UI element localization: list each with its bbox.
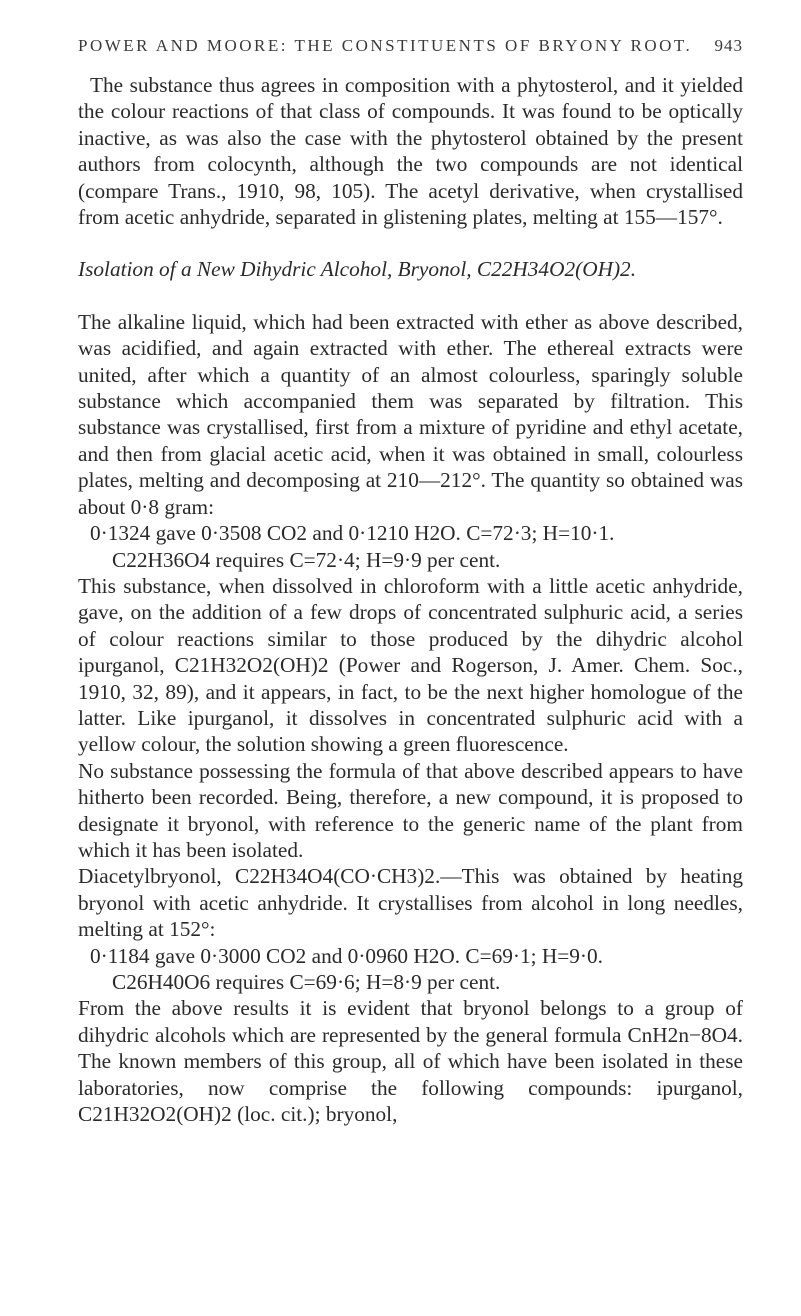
- analysis-1-line-2: C22H36O4 requires C=72·4; H=9·9 per cent.: [112, 547, 501, 572]
- analysis-1-line-1: 0·1324 gave 0·3508 CO2 and 0·1210 H2O. C=72·3; H=10·1.: [90, 521, 615, 546]
- paragraph-1: The substance thus agrees in composition with a phytosterol, and it yielded the colour reactions of that class of compounds. It was found to be optically inactive, as was also the case with the phytosterol obtained by the present authors from colocynth, although the two compounds are not identical (compare Trans., 1910, 98, 105). The acetyl derivative, when crystallised from acetic anhydride, separated in glistening plates, melting at 155—157°.: [78, 73, 743, 230]
- paragraph-6: From the above results it is evident that bryonol belongs to a group of dihydric alcohols which are represented by the general formula CnH2n−8O4. The known members of this group, all of which have been isolated in these laboratories, now comprise the following compounds: ipurganol, C21H32O2(OH)2 (loc. cit.); bryonol,: [78, 996, 743, 1127]
- page-number: 943: [714, 36, 743, 55]
- running-title: POWER AND MOORE: THE CONSTITUENTS OF BRYONY ROOT.: [78, 36, 693, 55]
- analysis-2-line-1: 0·1184 gave 0·3000 CO2 and 0·0960 H2O. C=69·1; H=9·0.: [90, 943, 603, 968]
- paragraph-4: No substance possessing the formula of that above described appears to have hitherto been recorded. Being, therefore, a new compound, it is proposed to designate it bryonol, with reference to the generic name of the plant from which it has been isolated.: [78, 758, 743, 862]
- paragraph-3: This substance, when dissolved in chloroform with a little acetic anhydride, gave, on the addition of a few drops of concentrated sulphuric acid, a series of colour reactions similar to those produced by the dihydric alcohol ipurganol, C21H32O2(OH)2 (Power and Rogerson, J. Amer. Chem. Soc., 1910, 32, 89), and it appears, in fact, to be the next higher homologue of the latter. Like ipurganol, it dissolves in concentrated sulphuric acid with a yellow colour, the solution showing a green fluorescence.: [78, 573, 743, 757]
- section-heading: Isolation of a New Dihydric Alcohol, Bryonol, C22H34O2(OH)2.: [78, 257, 637, 282]
- analysis-2-line-2: C26H40O6 requires C=69·6; H=8·9 per cent.: [112, 970, 501, 994]
- running-header: [78, 36, 743, 56]
- paragraph-2: The alkaline liquid, which had been extracted with ether as above described, was acidified, and again extracted with ether. The ethereal extracts were united, after which a quantity of an almost colourless, sparingly soluble substance which accompanied them was separated by filtration. This substance was crystallised, first from a mixture of pyridine and ethyl acetate, and then from glacial acetic acid, when it was obtained in small, colourless plates, melting and decomposing at 210—212°. The quantity so obtained was about 0·8 gram:: [78, 309, 743, 519]
- article-body: [78, 72, 743, 1127]
- paragraph-5: Diacetylbryonol, C22H34O4(CO·CH3)2.—This was obtained by heating bryonol with acetic anhydride. It crystallises from alcohol in long needles, melting at 152°:: [78, 864, 743, 942]
